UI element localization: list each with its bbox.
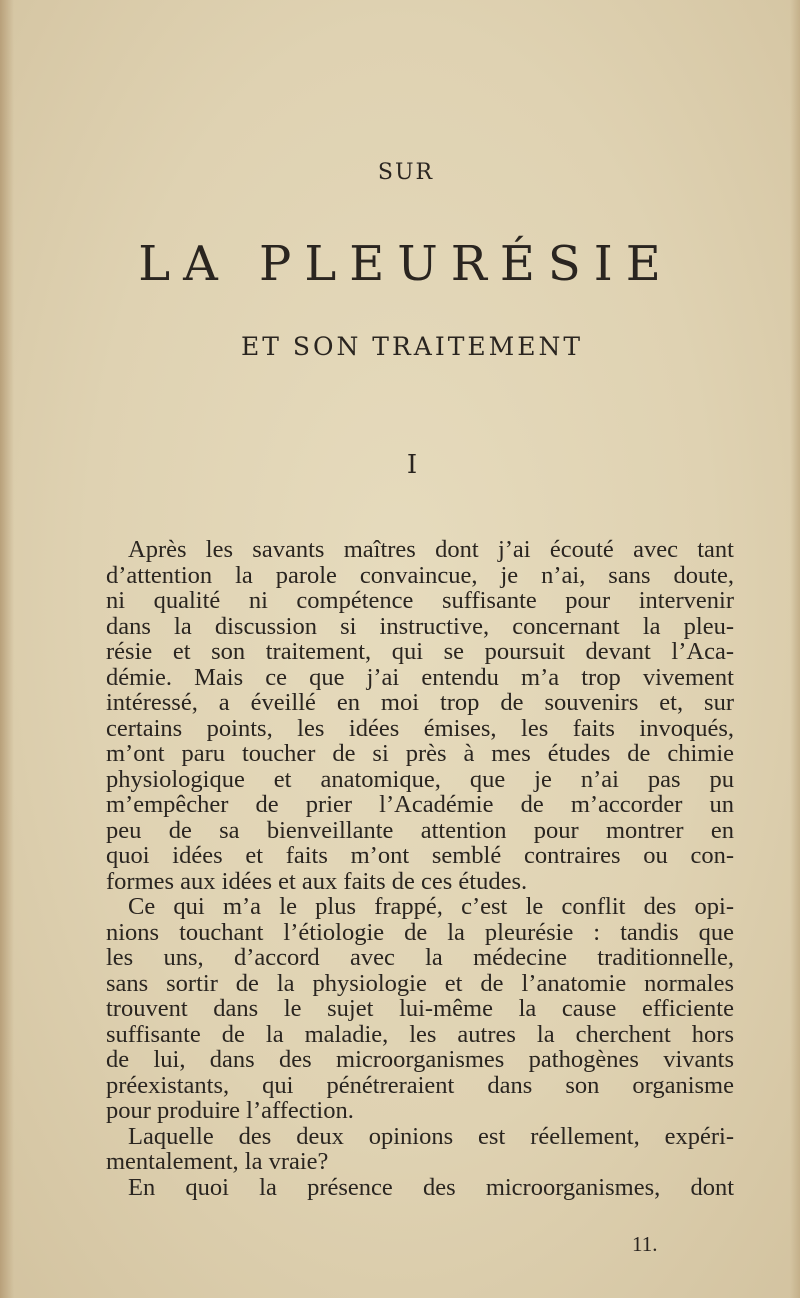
text-line: trouvent dans le sujet lui-même la cause efficiente: [106, 995, 734, 1022]
text-line: quoi idées et faits m’ont semblé contraires ou con-: [106, 842, 734, 869]
text-line: m’empêcher de prier l’Académie de m’accorder un: [106, 791, 734, 818]
text-line: préexistants, qui pénétreraient dans son organisme: [106, 1071, 734, 1099]
text-line: Ce qui m’a le plus frappé, c’est le conflit des opi-: [128, 893, 734, 920]
text-line: intéressé, a éveillé en moi trop de souvenirs et, sur: [106, 689, 734, 716]
text-line: peu de sa bienveillante attention pour montrer en: [106, 816, 734, 844]
text-line: résie et son traitement, qui se poursuit devant l’Aca-: [106, 638, 734, 665]
text-line: de lui, dans des microorganismes pathogènes vivants: [106, 1046, 734, 1073]
page-title: LA PLEURÉSIE: [138, 236, 674, 292]
text-line: sans sortir de la physiologie et de l’anatomie normales: [106, 969, 734, 997]
text-line: Laquelle des deux opinions est réellement, expéri-: [128, 1122, 734, 1150]
page-number: 11.: [632, 1232, 658, 1256]
section-number: I: [406, 450, 418, 480]
text-line: démie. Mais ce que j’ai entendu m’a trop vivement: [106, 663, 734, 691]
text-line: m’ont paru toucher de si près à mes études de chimie: [106, 740, 734, 767]
text-line: d’attention la parole convaincue, je n’ai, sans doute,: [106, 561, 734, 589]
text-line: ni qualité ni compétence suffisante pour intervenir: [106, 587, 734, 614]
body-text: [106, 537, 734, 1200]
heading-sur: SUR: [377, 160, 435, 185]
text-line: certains points, les idées émises, les faits invoqués,: [106, 714, 734, 742]
text-line: En quoi la présence des microorganismes, dont: [128, 1173, 734, 1201]
text-line: pour produire l’affection.: [106, 1097, 354, 1124]
text-line: nions touchant l’étiologie de la pleurésie : tandis que: [106, 918, 734, 946]
text-line: Après les savants maîtres dont j’ai écouté avec tant: [128, 536, 734, 563]
text-line: les uns, d’accord avec la médecine traditionnelle,: [106, 944, 734, 971]
text-line: suffisante de la maladie, les autres la cherchent hors: [106, 1020, 734, 1048]
text-line: physiologique et anatomique, que je n’ai pas pu: [106, 765, 734, 793]
text-line: dans la discussion si instructive, concernant la pleu-: [106, 612, 734, 640]
page-subtitle: ET SON TRAITEMENT: [240, 332, 584, 361]
text-line: formes aux idées et aux faits de ces études.: [106, 867, 528, 895]
text-line: mentalement, la vraie?: [106, 1148, 329, 1175]
